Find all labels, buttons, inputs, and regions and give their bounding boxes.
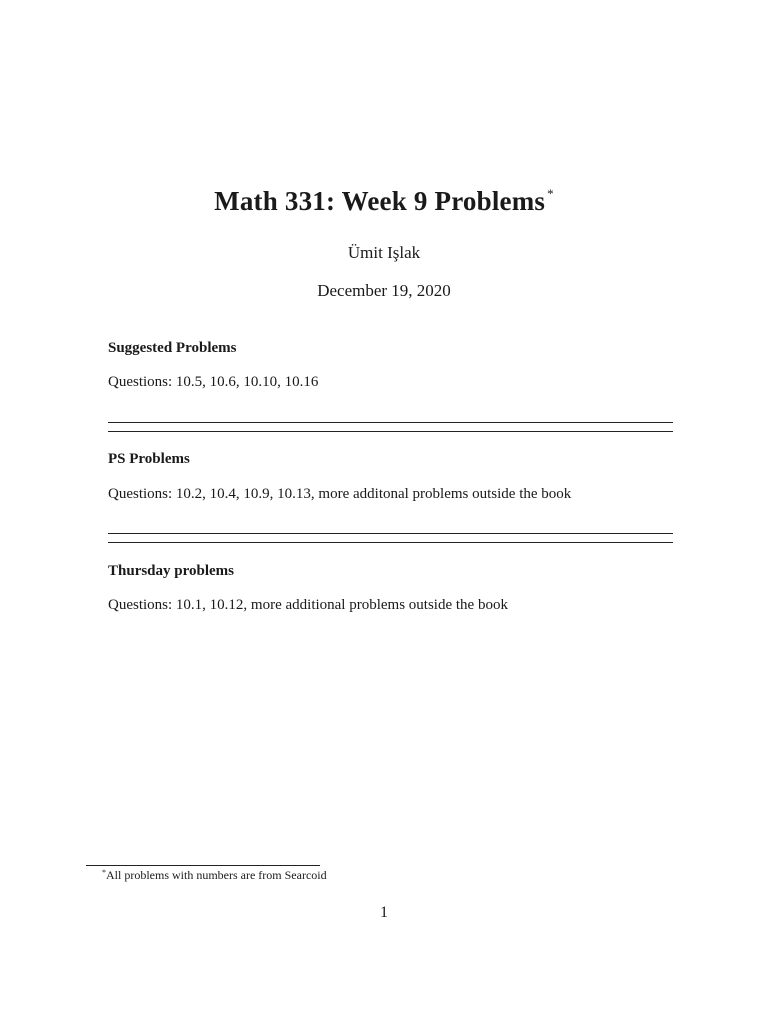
section-divider-top bbox=[108, 533, 673, 534]
footnote-rule bbox=[86, 865, 320, 866]
section-divider-top bbox=[108, 422, 673, 423]
document-title bbox=[0, 186, 768, 217]
section-heading-suggested: Suggested Problems bbox=[108, 340, 237, 356]
page-number: 1 bbox=[380, 904, 388, 921]
footnote-text: All problems with numbers are from Searcoid bbox=[106, 868, 327, 882]
title-text: Math 331: Week 9 Problems bbox=[214, 186, 546, 216]
section-text-thursday: Questions: 10.1, 10.12, more additional problems outside the book bbox=[108, 597, 508, 613]
document-date: December 19, 2020 bbox=[317, 281, 451, 300]
footnote bbox=[102, 868, 327, 883]
document-author: Ümit Işlak bbox=[347, 243, 421, 262]
section-text-suggested: Questions: 10.5, 10.6, 10.10, 10.16 bbox=[108, 374, 319, 390]
section-divider-bottom bbox=[108, 431, 673, 432]
section-heading-thursday: Thursday problems bbox=[108, 563, 235, 579]
footnote-mark: * bbox=[102, 868, 106, 877]
section-text-ps: Questions: 10.2, 10.4, 10.9, 10.13, more additonal problems outside the book bbox=[108, 486, 572, 502]
section-divider-bottom bbox=[108, 542, 673, 543]
title-footnote-mark: * bbox=[547, 186, 554, 201]
section-heading-ps: PS Problems bbox=[108, 451, 190, 467]
